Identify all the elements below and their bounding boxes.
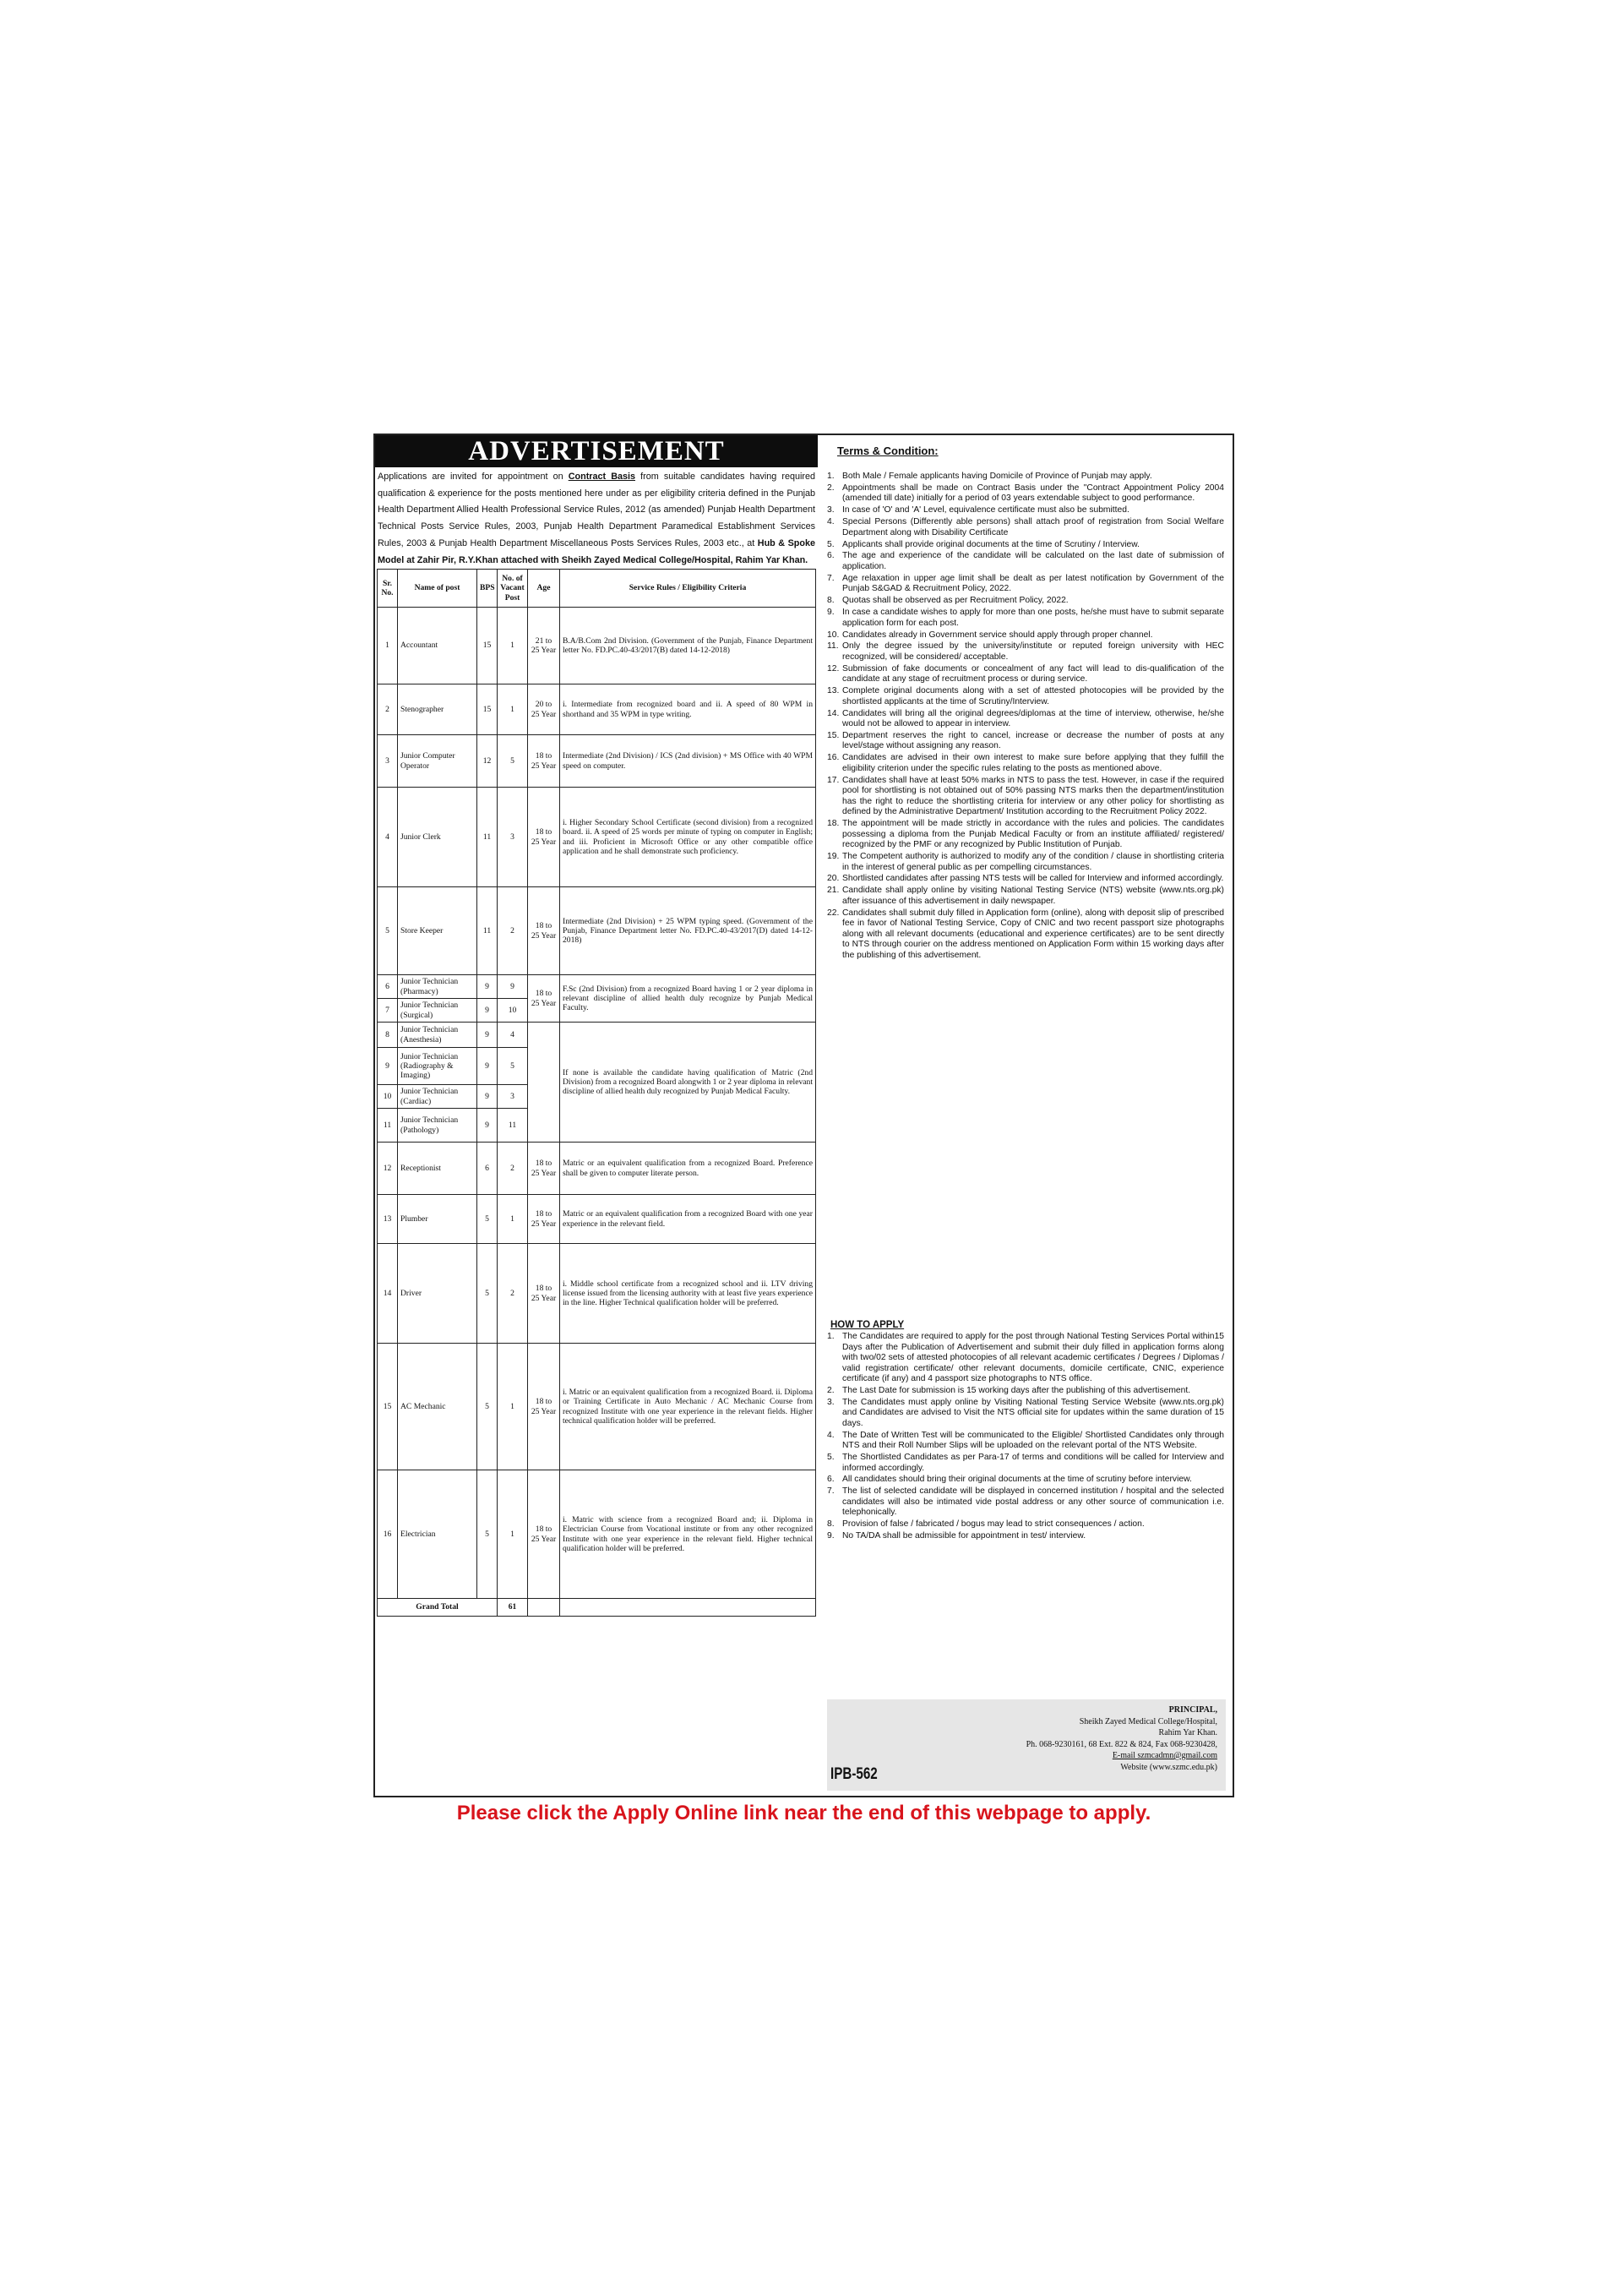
cell-rules: Matric or an equivalent qualification from a recognized Board. Preference shall be given to computer literate person. [560,1143,816,1195]
list-item [827,709,1224,730]
left-column [375,435,818,1796]
list-item [827,776,1224,818]
cell-bps: 5 [477,1195,498,1244]
list-item [827,753,1224,774]
list-item [827,1398,1224,1430]
list-item [827,483,1224,504]
cell-name: Accountant [398,608,477,684]
table-row [378,1195,816,1244]
cell-age: 18 to 25 Year [528,735,560,788]
cell-age: 21 to 25 Year [528,608,560,684]
item-text: Complete original documents along with a set of attested photocopies will be provided by the shortlisted applicants at the time of Scrutiny/Interview. [842,686,1224,706]
cell-age: 18 to 25 Year [528,975,560,1023]
item-number: 5. [827,539,835,549]
contact-footer [827,1699,1226,1791]
list-item [827,1519,1224,1530]
header-bps: BPS [477,570,498,608]
table-row [378,1143,816,1195]
cell-rules: B.A/B.Com 2nd Division. (Government of the Punjab, Finance Department letter No. FD.PC.40-43/2017(B) dated 14-12-2018) [560,608,816,684]
cell-bps: 9 [477,1023,498,1048]
cell-vacant: 1 [498,1470,528,1599]
cell-rules: i. Matric or an equivalent qualification from a recognized Board. ii. Diploma or Training Certificate in Auto Mechanic / AC Mechanic Course from recognized Institute with one year experience in the relevant fields. Higher technical qualification holder will be preferred. [560,1344,816,1470]
item-number: 4. [827,1430,835,1440]
cell-sr: 15 [378,1344,398,1470]
cell-sr: 3 [378,735,398,788]
cell-rules: If none is available the candidate having qualification of Matric (2nd Division) from a recognized Board alongwith 1 or 2 year diploma in relevant discipline of allied health duly recognized by Punjab Medical Faculty. [560,1023,816,1143]
list-item [827,630,1224,641]
list-item [827,1431,1224,1452]
list-item [827,908,1224,962]
item-number: 22. [827,908,840,918]
cell-age: 18 to 25 Year [528,887,560,975]
list-item [827,1475,1224,1486]
list-item [827,731,1224,752]
list-item [827,886,1224,907]
list-item [827,505,1224,516]
cell-vacant: 11 [498,1109,528,1143]
posts-table [377,569,816,1617]
cell-sr: 7 [378,999,398,1023]
cell-vacant: 2 [498,887,528,975]
cell-sr: 12 [378,1143,398,1195]
table-header-row [378,570,816,608]
item-number: 18. [827,819,840,829]
cell-name: Junior Technician (Anesthesia) [398,1023,477,1048]
item-text: The list of selected candidate will be displayed in concerned institution / hospital and the selected candidates will also be intimated vide postal address or any other source of communication i.e. telephonically. [842,1486,1224,1518]
list-item [827,551,1224,572]
table-row [378,608,816,684]
header-sr: Sr. No. [378,570,398,608]
cell-rules: i. Higher Secondary School Certificate (second division) from a recognized board. ii. A speed of 25 words per minute of typing on computer in English; and iii. Proficient in Microsoft Office or any other compatible office application and he shall demonstrate such proficiency. [560,788,816,887]
item-text: Candidate shall apply online by visiting National Testing Service (NTS) website (www.nts.org.pk) after issuance of this advertisement in daily newspaper. [842,886,1224,906]
cell-name: Driver [398,1244,477,1344]
cell-age: 18 to 25 Year [528,1143,560,1195]
item-text: Candidates are advised in their own interest to make sure before applying that they fulfill the eligibility criterion under the specific rules relating to the posts as mentioned above. [842,753,1224,773]
cell-vacant: 5 [498,1048,528,1085]
item-text: The Competent authority is authorized to modify any of the condition / clause in shortlisting criteria in the interest of general public as per compelling circumstances. [842,852,1224,872]
table-row [378,1023,816,1048]
principal-label: PRINCIPAL, [1168,1705,1217,1715]
intro-paragraph [378,469,816,565]
how-to-apply-list [827,1332,1224,1543]
reference-code: IPB-562 [830,1765,878,1783]
cell-rules: Intermediate (2nd Division) + 25 WPM typing speed. (Government of the Punjab, Finance Department letter No. FD.PC.40-43/2017(D) dated 14-12-2018) [560,887,816,975]
cell-bps: 9 [477,975,498,999]
right-column [820,435,1233,1796]
cell-bps: 9 [477,999,498,1023]
item-number: 12. [827,663,840,674]
table-row [378,735,816,788]
item-text: The Shortlisted Candidates as per Para-17 of terms and conditions will be called for Interview and informed accordingly. [842,1453,1224,1473]
intro-text-1: Applications are invited for appointment on [378,472,569,482]
list-item [827,819,1224,851]
table-row [378,1470,816,1599]
grand-total-label: Grand Total [378,1599,498,1617]
cell-vacant: 2 [498,1143,528,1195]
cell-bps: 5 [477,1244,498,1344]
grand-total-empty [528,1599,560,1617]
item-number: 7. [827,1486,835,1497]
item-text: Candidates shall have at least 50% marks in NTS to pass the test. However, in case if the required pool for shortlisting is not obtained out of 50% passing NTS marks then the department/institution has the right to reduce the shortlisting criteria for interview or any other policy for shortlisting as defined by the Administrative Department/ Institution according to the Recruitment Policy 2022. [842,775,1224,817]
item-text: Appointments shall be made on Contract Basis under the "Contract Appointment Policy 2004 (amended till date) initially for a period of 03 years extendable subject to good performance. [842,483,1224,504]
item-text: All candidates should bring their original documents at the time of scrutiny before interview. [842,1475,1192,1485]
cell-bps: 11 [477,788,498,887]
cell-name: Junior Technician (Pathology) [398,1109,477,1143]
item-text: Shortlisted candidates after passing NTS tests will be called for Interview and informed accordingly. [842,874,1224,884]
website-address: Website (www.szmc.edu.pk) [1120,1762,1217,1772]
item-text: The Date of Written Test will be communicated to the Eligible/ Shortlisted Candidates only through NTS and their Roll Number Slips will be uploaded on the relevant portal of the NTS Website. [842,1430,1224,1451]
table-row [378,1244,816,1344]
item-number: 11. [827,641,839,652]
grand-total-value: 61 [498,1599,528,1617]
list-item [827,686,1224,707]
item-text: The appointment will be made strictly in accordance with the rules and policies. The candidates possessing a diploma from the Punjab Medical Faculty or from an institute affiliated/ registered/ recognized by the PMF or any recognized by Public Institution of Punjab. [842,819,1224,850]
cell-vacant: 2 [498,1244,528,1344]
institution-name: Sheikh Zayed Medical College/Hospital, [1079,1716,1217,1726]
list-item [827,1332,1224,1385]
cell-sr: 13 [378,1195,398,1244]
grand-total-row [378,1599,816,1617]
cell-sr: 10 [378,1085,398,1109]
phone-fax: Ph. 068-9230161, 68 Ext. 822 & 824, Fax 068-9230428, [1026,1739,1217,1749]
cell-name: Electrician [398,1470,477,1599]
list-item [827,852,1224,873]
cell-sr: 5 [378,887,398,975]
cell-vacant: 5 [498,735,528,788]
cell-bps: 6 [477,1143,498,1195]
intro-location: Hub & Spoke Model at Zahir Pir, R.Y.Khan attached with Sheikh Zayed Medical College/Hospital, Rahim Yar Khan. [378,537,816,565]
cell-age: 18 to 25 Year [528,1344,560,1470]
grand-total-empty [560,1599,816,1617]
item-text: Submission of fake documents or concealment of any fact will lead to dis-qualification of the candidate at any stage of recruitment process or during service. [842,663,1224,684]
item-text: No TA/DA shall be admissible for appointment in test/ interview. [842,1531,1086,1541]
cell-sr: 2 [378,684,398,735]
cell-name: Junior Technician (Surgical) [398,999,477,1023]
cell-bps: 5 [477,1470,498,1599]
table-row [378,887,816,975]
item-number: 3. [827,505,835,515]
item-text: Applicants shall provide original documents at the time of Scrutiny / Interview. [842,539,1140,549]
cell-sr: 8 [378,1023,398,1048]
cell-vacant: 1 [498,1195,528,1244]
cell-vacant: 9 [498,975,528,999]
list-item [827,641,1224,663]
cell-bps: 5 [477,1344,498,1470]
item-number: 7. [827,573,835,583]
advertisement-title: ADVERTISEMENT [375,435,818,467]
intro-text-2: from suitable candidates having required qualification & experience for the posts mentioned here under as per eligibility criteria defined in the Punjab Health Department Allied Health Professional Service Rules, 2012 (as amended) Punjab Health Department Technical Posts Service Rules, 2003, Punjab Health Department Paramedical Establishment Services Rules, 2003 & Punjab Health Department Miscellaneous Posts Services Rules, 2003 etc., at [378,472,815,548]
cell-name: Junior Computer Operator [398,735,477,788]
list-item [827,1453,1224,1474]
table-row [378,684,816,735]
cell-bps: 9 [477,1109,498,1143]
cell-sr: 11 [378,1109,398,1143]
item-number: 17. [827,775,840,785]
cell-vacant: 3 [498,788,528,887]
cell-sr: 4 [378,788,398,887]
list-item [827,664,1224,685]
cell-bps: 12 [477,735,498,788]
list-item [827,1386,1224,1397]
cell-name: Receptionist [398,1143,477,1195]
item-number: 8. [827,596,835,606]
item-text: Candidates will bring all the original degrees/diplomas at the time of interview, otherwise, he/she would not be allowed to appear in interview. [842,708,1224,729]
item-number: 6. [827,1475,835,1485]
header-age: Age [528,570,560,608]
cell-name: Store Keeper [398,887,477,975]
email-address: E-mail szmcadmn@gmail.com [1112,1751,1217,1760]
cell-sr: 14 [378,1244,398,1344]
item-number: 9. [827,1531,835,1541]
list-item [827,596,1224,607]
list-item [827,517,1224,538]
list-item [827,472,1224,483]
item-number: 9. [827,608,835,618]
cell-vacant: 3 [498,1085,528,1109]
item-text: Candidates shall submit duly filled in Application form (online), along with deposit slip of prescribed fee in favor of National Testing Service, Copy of CNIC and two recent passport size photographs along with all relevant documents (educational and experience certificates) are to be sent directly to NTS through courier on the address mentioned on Application Form within 15 working days after the publishing of this advertisement. [842,908,1224,960]
cell-vacant: 4 [498,1023,528,1048]
cell-vacant: 1 [498,608,528,684]
cell-bps: 9 [477,1085,498,1109]
terms-title: Terms & Condition: [837,444,939,457]
cell-age-empty [528,1023,560,1143]
list-item [827,874,1224,885]
item-text: The age and experience of the candidate will be calculated on the last date of submission of application. [842,551,1224,571]
item-text: Provision of false / fabricated / bogus may lead to strict consequences / action. [842,1519,1145,1530]
cell-bps: 9 [477,1048,498,1085]
table-row [378,975,816,999]
cell-bps: 11 [477,887,498,975]
cell-age: 18 to 25 Year [528,1244,560,1344]
item-number: 16. [827,753,840,763]
cell-age: 18 to 25 Year [528,788,560,887]
item-text: Department reserves the right to cancel, increase or decrease the number of posts at any level/stage without assigning any reason. [842,730,1224,751]
cell-rules: i. Middle school certificate from a recognized school and ii. LTV driving license issued from the licensing authority with at least five years experience in the line. Higher Technical qualification holder will be preferred. [560,1244,816,1344]
table-row [378,1344,816,1470]
list-item [827,1531,1224,1542]
contact-block [1026,1704,1217,1773]
item-text: In case of 'O' and 'A' Level, equivalence certificate must also be submitted. [842,505,1129,515]
item-text: The Candidates are required to apply for the post through National Testing Services Portal within15 Days after the Publication of Advertisement and submit their duly filled in application forms along with two/02 sets of attested photocopies of all relevant academic certificates / Degrees / Diplomas / valid registration certificate/ other relevant documents, domicile certificate, CNIC, experience certificate (if any) and 4 passport size photographs to NTS office. [842,1332,1224,1383]
cell-bps: 15 [477,608,498,684]
cell-name: Junior Technician (Pharmacy) [398,975,477,999]
item-number: 2. [827,1385,835,1395]
cell-age: 18 to 25 Year [528,1195,560,1244]
cell-sr: 16 [378,1470,398,1599]
list-item [827,1486,1224,1519]
cell-vacant: 1 [498,684,528,735]
item-number: 20. [827,874,840,884]
item-text: The Last Date for submission is 15 working days after the publishing of this advertisement. [842,1385,1191,1395]
cell-bps: 15 [477,684,498,735]
cell-name: Junior Technician (Cardiac) [398,1085,477,1109]
cell-sr: 6 [378,975,398,999]
header-name: Name of post [398,570,477,608]
cell-age: 20 to 25 Year [528,684,560,735]
cell-rules: F.Sc (2nd Division) from a recognized Board having 1 or 2 year diploma in relevant discipline of allied health duly recognize by Punjab Medical Faculty. [560,975,816,1023]
item-number: 21. [827,886,840,896]
item-number: 13. [827,686,840,696]
item-number: 15. [827,730,840,740]
table-row [378,788,816,887]
cell-sr: 9 [378,1048,398,1085]
cell-name: AC Mechanic [398,1344,477,1470]
cell-name: Junior Technician (Radiography & Imaging) [398,1048,477,1085]
item-text: Both Male / Female applicants having Domicile of Province of Punjab may apply. [842,472,1152,481]
item-number: 10. [827,630,840,640]
cell-age: 18 to 25 Year [528,1470,560,1599]
apply-online-note: Please click the Apply Online link near the end of this webpage to apply. [456,1802,1151,1824]
item-text: Quotas shall be observed as per Recruitment Policy, 2022. [842,596,1069,606]
item-number: 14. [827,708,840,718]
item-number: 1. [827,1332,835,1341]
cell-rules: i. Intermediate from recognized board and ii. A speed of 80 WPM in shorthand and 35 WPM in type writing. [560,684,816,735]
item-number: 4. [827,517,835,527]
item-number: 3. [827,1397,835,1407]
item-text: The Candidates must apply online by Visiting National Testing Service Website (www.nts.org.pk) and Candidates are advised to Visit the NTS official site for updates within the same duration of 15 days. [842,1397,1224,1428]
terms-list [827,472,1224,963]
contract-basis-text: Contract Basis [568,472,636,482]
item-number: 8. [827,1519,835,1530]
city-name: Rahim Yar Khan. [1158,1728,1217,1737]
header-rules: Service Rules / Eligibility Criteria [560,570,816,608]
list-item [827,540,1224,551]
item-text: Special Persons (Differently able persons) shall attach proof of registration from Social Welfare Department along with Disability Certificate [842,517,1224,537]
cell-rules: i. Matric with science from a recognized Board and; ii. Diploma in Electrician Course from Vocational institute or from any other recognized Institute with one year experience in the relevant field. Higher technical qualification holder will be preferred. [560,1470,816,1599]
cell-rules: Intermediate (2nd Division) / ICS (2nd division) + MS Office with 40 WPM speed on computer. [560,735,816,788]
cell-sr: 1 [378,608,398,684]
item-number: 19. [827,852,840,862]
cell-rules: Matric or an equivalent qualification from a recognized Board with one year experience in the relevant field. [560,1195,816,1244]
cell-vacant: 10 [498,999,528,1023]
item-text: Only the degree issued by the university/institute or reputed foreign university with HEC recognized, will be considered/ acceptable. [842,641,1224,662]
cell-name: Stenographer [398,684,477,735]
item-text: Candidates already in Government service should apply through proper channel. [842,630,1153,640]
item-number: 5. [827,1453,835,1463]
header-vacant: No. of Vacant Post [498,570,528,608]
advertisement-page [373,434,1234,1797]
item-text: Age relaxation in upper age limit shall be dealt as per latest notification by Government of the Punjab S&GAD & Recruitment Policy, 2022. [842,573,1224,594]
item-number: 1. [827,472,835,481]
cell-name: Plumber [398,1195,477,1244]
cell-name: Junior Clerk [398,788,477,887]
item-number: 2. [827,483,835,493]
cell-vacant: 1 [498,1344,528,1470]
how-to-apply-title: HOW TO APPLY [830,1320,905,1330]
list-item [827,574,1224,595]
list-item [827,608,1224,629]
item-text: In case a candidate wishes to apply for more than one posts, he/she must have to submit separate application form for each post. [842,608,1224,628]
item-number: 6. [827,551,835,561]
